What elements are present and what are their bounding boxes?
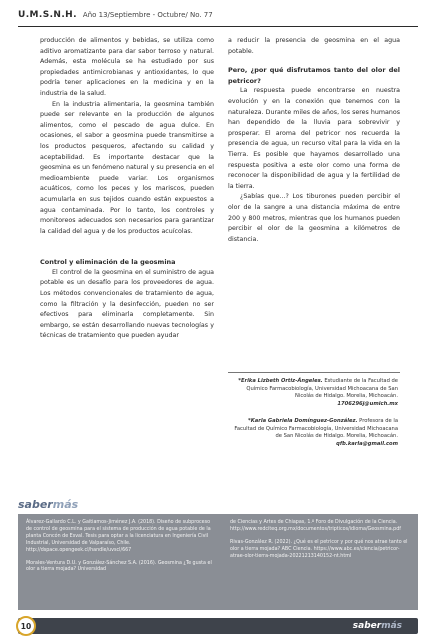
author-bio: Profesora de la Facultad de Químico Farmacobiología, Universidad Michoacana de San Nicolás de Hidalgo. Morelia, Michoacán. (234, 418, 398, 440)
reference-entry: Morales-Ventura D.U. y González-Sánchez S.A. (2016). Geosmina ¿Te gusta el olor a tierra mojada? Universidad (26, 560, 212, 573)
references-box (18, 514, 418, 610)
author-block (228, 378, 398, 408)
author-block (228, 418, 398, 448)
logo-text-mas: más (52, 497, 79, 511)
section-heading: Pero, ¿por qué disfrutamos tanto del olor del petricor? (228, 66, 400, 85)
left-column (40, 36, 214, 342)
author-name: *Karla Gabriela Domínguez-González. (248, 418, 358, 424)
reference-entry: Álvarez-Gallardo C.L. y Gaitiamos-Jiménez J.A. (2018). Diseño de subproceso de control de geosmina para el sistema de producción de agua potable de la planta Concón de Esval. Tesis para optar a la licenciatura en Ingeniería Civil Industrial, Universidad de Valparaíso, Chile. http://dspace.opengeek.cl/handle/uvscl/667 (26, 520, 211, 553)
author-email: qfb.karla@gmail.com (336, 440, 398, 447)
issue-info: Año 13/Septiembre - Octubre/ No. 77 (82, 11, 213, 19)
right-column (228, 36, 400, 245)
paragraph: a reducir la presencia de geosmina en el agua potable. (228, 37, 400, 55)
reference-entry: Rivas-González R. (2022). ¿Qué es el petricor y por qué nos atrae tanto el olor a tierra mojada? ABC Ciencia. https://www.abc.es/ciencia/petricor-atrae-olor-tierra-mojada-20221213140152-nt.html (230, 539, 408, 559)
paragraph: El control de la geosmina en el suministro de agua potable es un desafío para los proveedores de agua. Los métodos convencionales de tratamiento de agua, como la filtración y la desinfección, pueden no ser efectivos para eliminarla completamente. Sin embargo, se están desarrollando nuevas tecnologías y técnicas de tratamiento que pueden ayudar (40, 268, 214, 340)
header-divider (18, 26, 418, 27)
logo-text-saber: saber (18, 497, 53, 511)
paragraph: producción de alimentos y bebidas, se utiliza como aditivo aromatizante para dar sabor terroso y natural. Además, esta molécula se ha estudiado por sus propiedades antimicrobianas y antioxidantes, lo que podría tener aplicaciones en la medicina y en la industria de la salud. (40, 37, 214, 97)
footer-logo (353, 620, 402, 632)
paragraph: ¿Sabías que...? Los tiburones pueden percibir el olor de la sangre a una distancia máxima de entre 200 y 800 metros, mientras que los humanos pueden percibir el olor de la geosmina a kilómetros de distancia. (228, 193, 400, 243)
author-name: *Erika Lizbeth Ortiz-Ángeles. (238, 378, 323, 384)
paragraph: La respuesta puede encontrarse en nuestra evolución y en la conexión que tenemos con la naturaleza. Durante miles de años, los seres humanos han dependido de la lluvia para sobrevivir y prosperar. El aroma del petricor nos recuerda la presencia de agua, un recurso vital para la vida en la Tierra. Es posible que hayamos desarrollado una respuesta positiva a este olor como una forma de reconocer la disponibilidad de agua y la fertilidad de la tierra. (228, 87, 400, 190)
magazine-name: U.M.S.N.H. (18, 10, 77, 20)
footer-logo-text-saber: saber (352, 621, 382, 631)
paragraph: En la industria alimentaria, la geosmina también puede ser relevante en la producción de algunos alimentos, como el pescado de agua dulce. En ocasiones, el sabor a geosmina puede transmitirse a los productos pesqueros, afectando su calidad y aceptabilidad. Es importante destacar que la geosmina es un fenómeno natural y su presencia en el medioambiente puede variar. Los organismos acuáticos, como los peces y los mariscos, pueden acumularla en sus tejidos cuando están expuestos a agua contaminada. Por lo tanto, los controles y monitoreos adecuados son necesarios para garantizar la calidad del agua y de los productos acuícolas. (40, 100, 214, 235)
reference-entry: de Ciencias y Artes de Chiapas, 1.º Foro de Divulgación de la Ciencia. http://www.redciteq.org.mx/documentos/tripticos/idioma/Geosmina.pdf (230, 520, 401, 532)
references-right-column (230, 520, 412, 567)
references-left-column (26, 520, 212, 580)
footer-logo-text-mas: más (381, 621, 402, 631)
sabermas-logo (18, 496, 78, 512)
section-heading: Control y eliminación de la geosmina (40, 258, 176, 267)
author-email: 1706296j@umich.mx (337, 400, 398, 407)
author-divider (228, 372, 400, 373)
page-header (18, 10, 418, 24)
author-bio: Estudiante de la Facultad de Químico Farmacobiología, Universidad Michoacana de San Nicolás de Hidalgo. Morelia, Michoacán. (246, 378, 398, 400)
page-number: 10 (16, 616, 36, 636)
